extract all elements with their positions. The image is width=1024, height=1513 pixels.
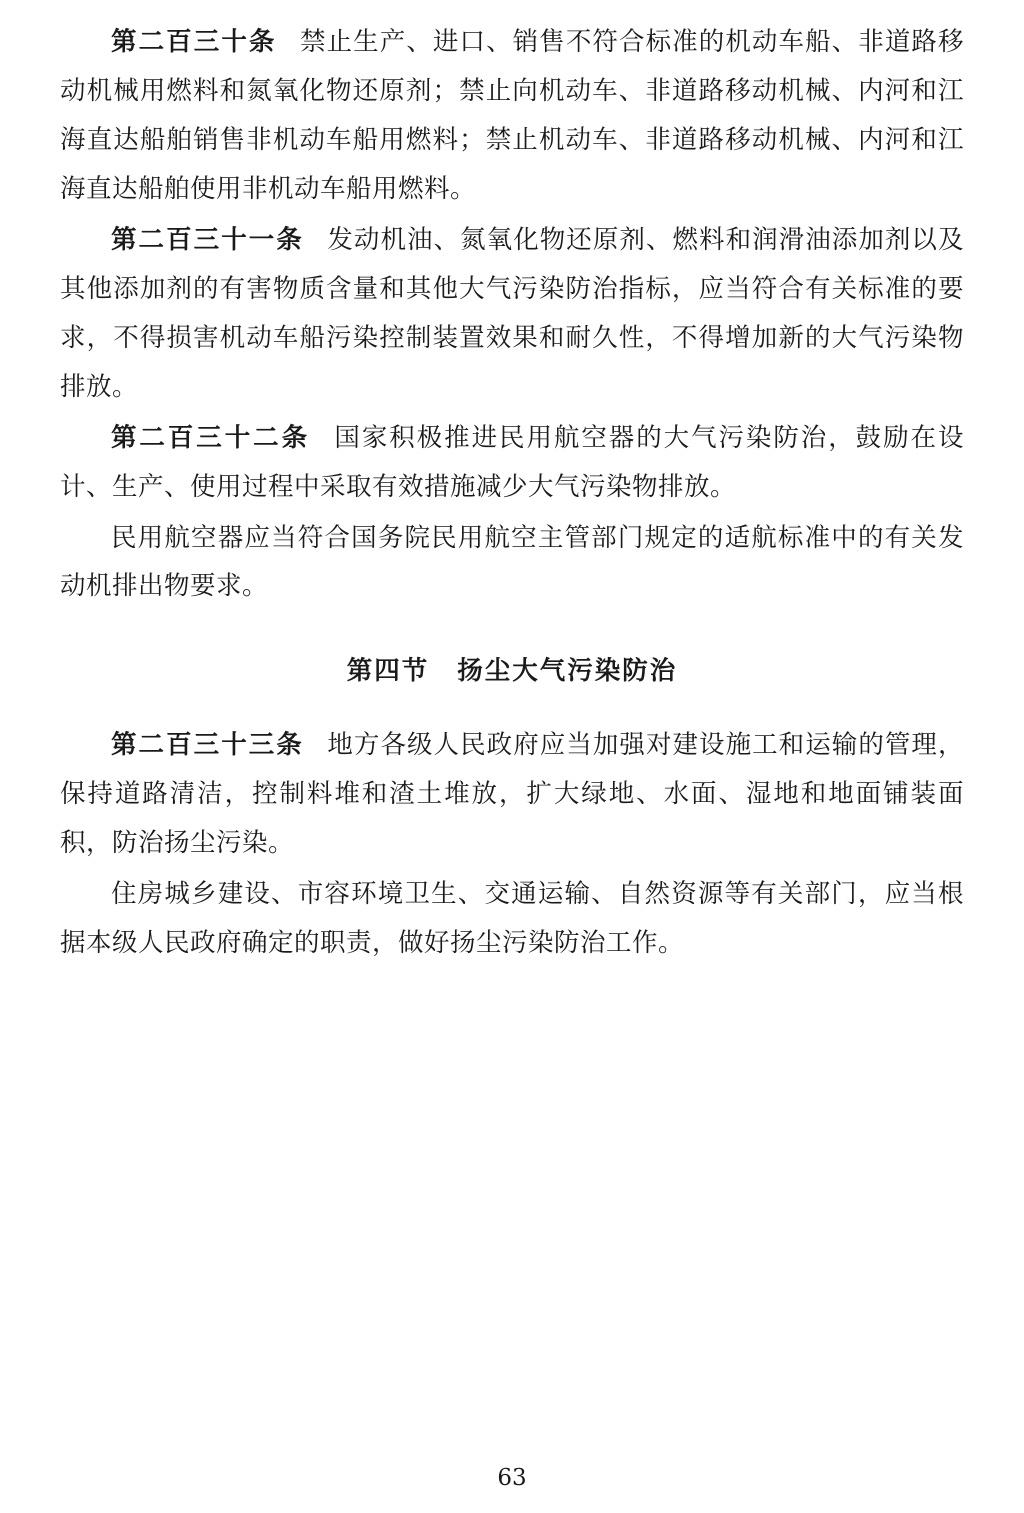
article-body: 民用航空器应当符合国务院民用航空主管部门规定的适航标准中的有关发动机排出物要求。	[60, 522, 964, 602]
article-paragraph-232-continued	[60, 514, 964, 612]
section-number: 第四节	[346, 656, 430, 687]
section-heading	[60, 651, 964, 687]
article-paragraph-230	[60, 18, 964, 214]
article-paragraph-233	[60, 721, 964, 868]
article-body: 地方各级人民政府应当加强对建设施工和运输的管理，保持道路清洁，控制料堆和渣土堆放，扩大绿地、水面、湿地和地面铺装面积，防治扬尘污染。	[60, 730, 964, 859]
article-label: 第二百三十一条	[111, 224, 304, 255]
article-label: 第二百三十三条	[111, 730, 304, 761]
page-number: 63	[497, 1465, 527, 1491]
article-label: 第二百三十条	[111, 27, 277, 57]
article-paragraph-233-continued	[60, 870, 964, 968]
article-label: 第二百三十二条	[111, 422, 311, 453]
article-body: 发动机油、氮氧化物还原剂、燃料和润滑油添加剂以及其他添加剂的有害物质含量和其他大气污染防治指标，应当符合有关标准的要求，不得损害机动车船污染控制装置效果和耐久性，不得增加新的大气污染物排放。	[60, 224, 964, 402]
article-body: 国家积极推进民用航空器的大气污染防治，鼓励在设计、生产、使用过程中采取有效措施减少大气污染物排放。	[60, 422, 964, 502]
article-paragraph-232	[60, 414, 964, 512]
article-body: 住房城乡建设、市容环境卫生、交通运输、自然资源等有关部门，应当根据本级人民政府确定的职责，做好扬尘污染防治工作。	[60, 879, 964, 959]
article-body: 禁止生产、进口、销售不符合标准的机动车船、非道路移动机械用燃料和氮氧化物还原剂；禁止向机动车、非道路移动机械、内河和江海直达船舶销售非机动车船用燃料；禁止机动车、非道路移动机械、内河和江海直达船舶使用非机动车船用燃料。	[60, 27, 964, 204]
article-paragraph-231	[60, 216, 964, 412]
section-title: 扬尘大气污染防治	[457, 656, 678, 687]
